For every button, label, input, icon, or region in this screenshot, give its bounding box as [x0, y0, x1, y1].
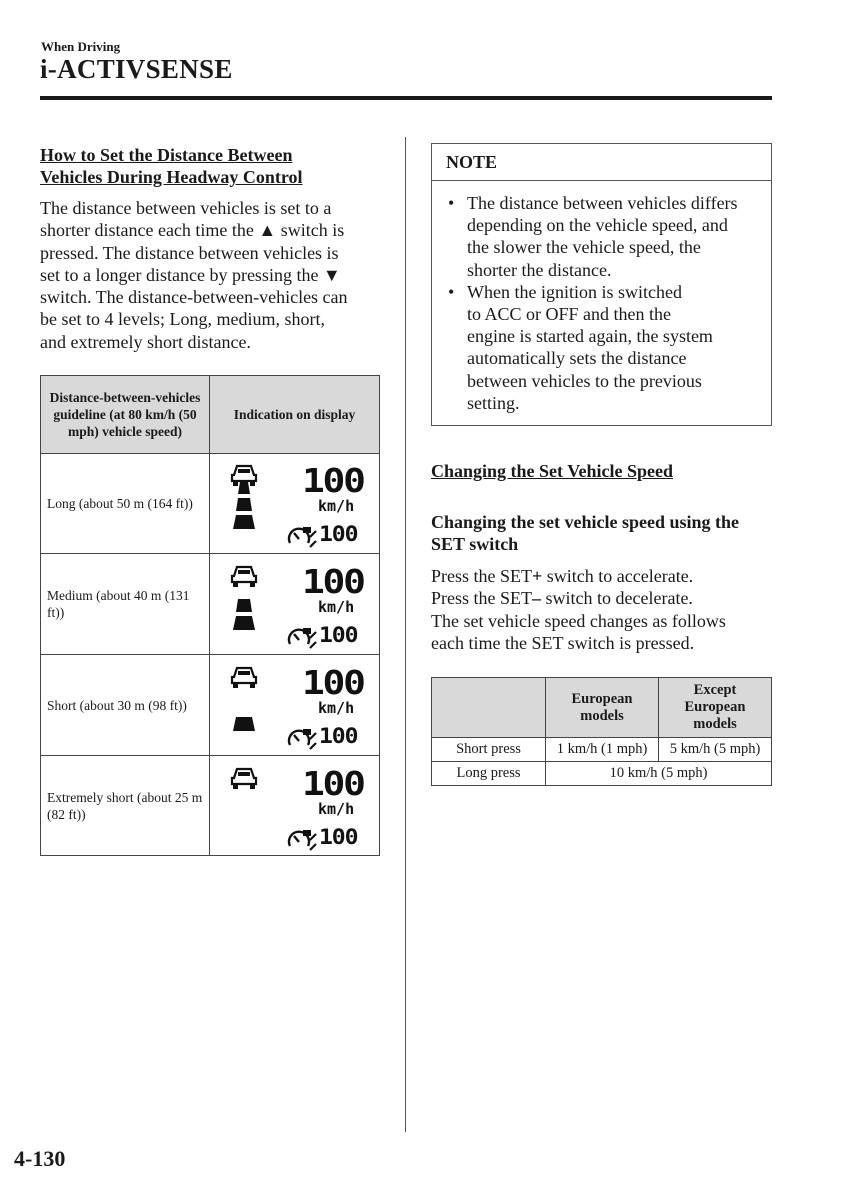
speed-readout: 100: [302, 764, 364, 803]
table-row: [41, 554, 379, 655]
mrcc-icon: [289, 527, 316, 547]
column-divider: [405, 137, 406, 1132]
set-speed-readout: 100: [319, 825, 358, 849]
distance-bar: [233, 515, 255, 529]
section-label: When Driving: [41, 39, 121, 54]
distance-bar: [233, 717, 255, 731]
empty-header: [432, 678, 546, 738]
distance-label: Medium (about 40 m (131 ft)): [41, 554, 210, 654]
page-title: i-ACTIVSENSE: [40, 54, 233, 84]
vehicle-ahead-icon: [232, 769, 256, 789]
distance-heading: How to Set the Distance Between Vehicles During Headway Control: [40, 145, 303, 187]
table-row: [41, 655, 379, 756]
plus-icon: +: [532, 566, 543, 586]
title-rule: [40, 96, 772, 100]
set-switch-paragraph: Press the SET+ switch to accelerate. Press the SET– switch to decelerate. The set vehicle speed changes as follows each time the SET switch is pressed.: [431, 566, 726, 653]
table-row: [41, 756, 379, 855]
vehicle-ahead-icon: [232, 668, 256, 688]
speed-unit: km/h: [318, 598, 355, 616]
distance-label: Long (about 50 m (164 ft)): [41, 453, 210, 553]
distance-label: Extremely short (about 25 m (82 ft)): [41, 756, 210, 855]
bullet-icon: •: [448, 193, 455, 213]
row-label: Short press: [432, 738, 546, 762]
set-switch-subheading: Changing the set vehicle speed using the SET switch: [431, 512, 740, 554]
speed-readout: 100: [302, 461, 364, 500]
table-row: [41, 453, 379, 554]
speed-readout: 100: [302, 663, 364, 702]
note-item: • The distance between vehicles differs depending on the vehicle speed, and the slower the vehicle speed, the shorter the distance.: [448, 193, 738, 280]
except-european-header: Except European models: [659, 678, 772, 738]
note-list: [448, 192, 768, 414]
speed-unit: km/h: [318, 699, 355, 717]
distance-bar: [236, 599, 252, 612]
table-cell: 1 km/h (1 mph): [546, 738, 659, 762]
speed-unit: km/h: [318, 800, 355, 818]
vehicle-ahead-icon: [232, 567, 256, 587]
distance-guideline-header: Distance-between-vehicles guideline (at 80 km/h (50 mph) vehicle speed): [41, 376, 210, 453]
table-cell: 5 km/h (5 mph): [659, 738, 772, 762]
speed-heading: Changing the Set Vehicle Speed: [431, 461, 674, 481]
note-item: • When the ignition is switched to ACC or OFF and then the engine is started again, the system automatically sets the distance between vehicles to the previous setting.: [448, 281, 713, 413]
speed-table: [431, 677, 772, 786]
display-indication: [210, 453, 379, 553]
table-row: [432, 762, 772, 786]
mrcc-icon: [289, 729, 316, 749]
display-indication: [210, 655, 379, 755]
table-row: [432, 738, 772, 762]
distance-table: [40, 375, 380, 856]
display-indication: [210, 756, 379, 856]
speed-unit: km/h: [318, 497, 355, 515]
table-cell: 10 km/h (5 mph): [546, 762, 772, 786]
row-label: Long press: [432, 762, 546, 786]
note-title: NOTE: [432, 144, 771, 181]
mrcc-icon: [289, 628, 316, 648]
distance-paragraph: The distance between vehicles is set to a shorter distance each time the ▲ switch is pressed. The distance between vehicles is set to a longer distance by pressing the ▼ switch. The distance-between-vehicles can be set to 4 levels; Long, medium, short, and extremely short distance.: [40, 198, 348, 352]
set-speed-readout: 100: [319, 724, 358, 748]
minus-icon: –: [532, 588, 541, 609]
note-box: [431, 143, 772, 426]
page-number: 4-130: [14, 1146, 66, 1171]
european-header: European models: [546, 678, 659, 738]
set-speed-readout: 100: [319, 522, 358, 546]
bullet-icon: •: [448, 281, 455, 302]
set-speed-readout: 100: [319, 623, 358, 647]
indication-header: Indication on display: [233, 406, 356, 422]
distance-bar: [233, 616, 255, 630]
distance-bar: [238, 482, 250, 494]
mrcc-icon: [289, 830, 316, 850]
distance-table-header: [41, 376, 379, 454]
speed-readout: 100: [302, 562, 364, 601]
display-indication: [210, 554, 379, 654]
distance-label: Short (about 30 m (98 ft)): [41, 655, 210, 755]
distance-bar: [236, 498, 252, 511]
